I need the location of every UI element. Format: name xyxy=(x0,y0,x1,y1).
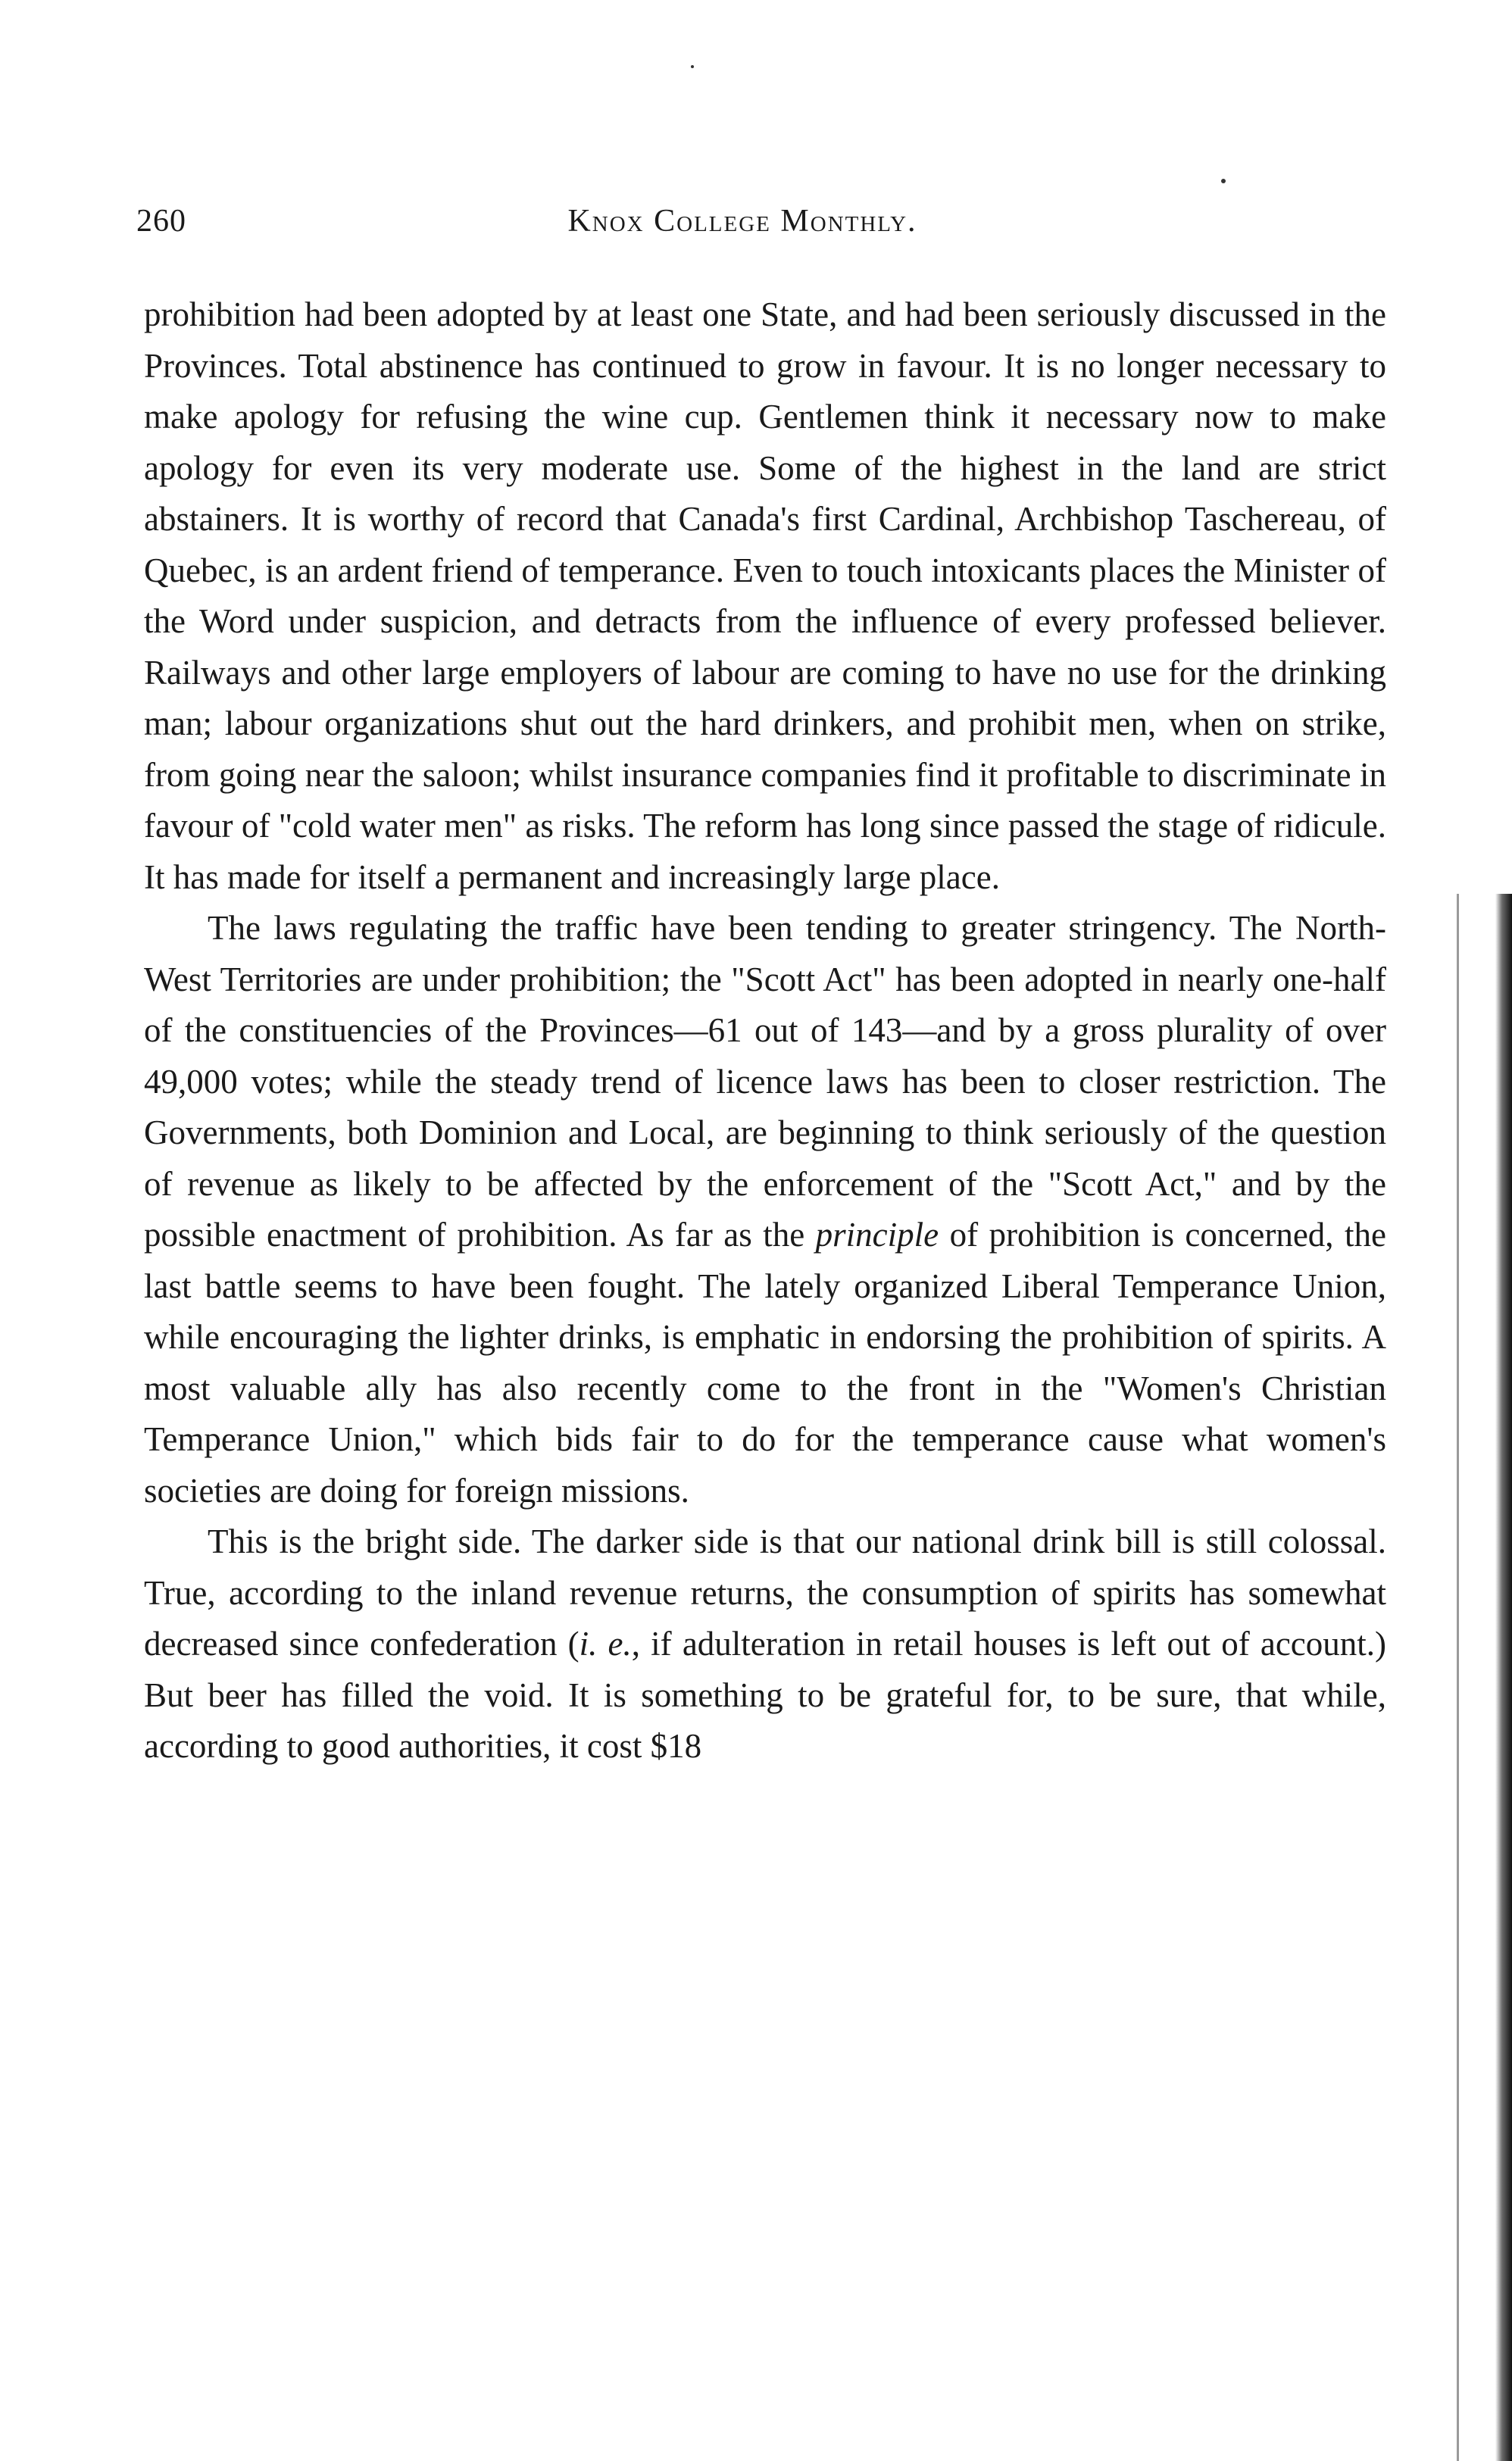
paragraph-continued xyxy=(144,289,1386,903)
running-title: Knox College Monthly. xyxy=(567,204,917,239)
paragraph-text-before: This is the bright side. The darker side is that our national drink bill is still colossal. True, according to the inland revenue returns, the consumption of spirits has somewhat decreased since confederation ( xyxy=(144,1523,1386,1663)
page-edge-shadow xyxy=(1495,894,1512,2461)
page-header xyxy=(136,203,1348,256)
page-number: 260 xyxy=(136,204,186,239)
paragraph-laws xyxy=(144,903,1386,1516)
paragraph-text-after: , if adulteration in retail houses is left out of account.) But beer has filled the void. It is something to be grateful for, to be sure, that while, according to good authorities, it cost $18 xyxy=(144,1625,1387,1765)
body-text xyxy=(144,289,1386,1772)
paragraph-text-before: The laws regulating the traffic have been tending to greater stringency. The North-West Territories are under prohibition; the "Scott Act" has been adopted in nearly one-half of the constituencies of the Provinces—61 out of 143—and by a gross plurality of over 49,000 votes; while the steady trend of licence laws has been to closer restriction. The Governments, both Dominion and Local, are beginning to think seriously of the question of revenue as likely to be affected by the enforcement of the "Scott Act," and by the possible enactment of prohibition. As far as the xyxy=(144,909,1386,1254)
print-speck xyxy=(1221,179,1226,183)
print-speck xyxy=(691,65,694,68)
emphasis-ie: i. e. xyxy=(579,1625,632,1663)
emphasis-principle: principle xyxy=(815,1216,939,1254)
paragraph-bright-side xyxy=(144,1516,1386,1772)
paragraph-text: prohibition had been adopted by at least one State, and had been seriously discussed in the Provinces. Total abstinence has continued to grow in favour. It is no longer necessary to make apology for refusing the wine cup. Gentlemen think it necessary now to make apology for even its very moderate use. Some of the highest in the land are strict abstainers. It is worthy of record that Canada's first Cardinal, Archbishop Taschereau, of Quebec, is an ardent friend of temperance. Even to touch intoxicants places the Minister of the Word under suspicion, and detracts from the influence of every professed believer. Railways and other large employers of labour are coming to have no use for the drinking man; labour organizations shut out the hard drinkers, and prohibit men, when on strike, from going near the saloon; whilst insurance companies find it profitable to discriminate in favour of "cold water men" as risks. The reform has long since passed the stage of ridicule. It has made for itself a permanent and increasingly large place. xyxy=(144,295,1386,896)
paragraph-text-after: of prohibition is concerned, the last battle seems to have been fought. The lately organized Liberal Temperance Union, while encouraging the lighter drinks, is emphatic in endorsing the prohibition of spirits. A most valuable ally has also recently come to the front in the "Women's Christian Temperance Union," which bids fair to do for the temperance cause what women's societies are doing for foreign missions. xyxy=(144,1216,1386,1510)
page-binding-line xyxy=(1457,894,1459,2461)
